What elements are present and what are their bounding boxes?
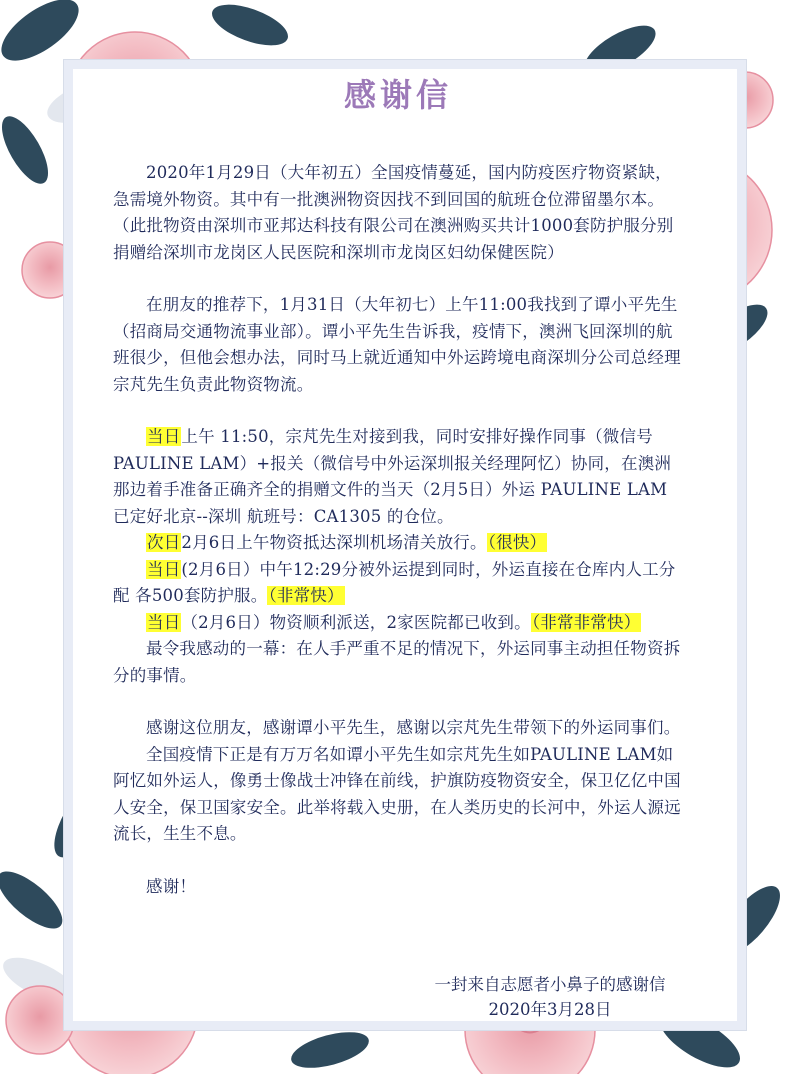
paragraph-3 (113, 424, 685, 530)
highlight-very-very-fast: （非常非常快） (531, 612, 641, 632)
highlight-very-fast: （非常快） (268, 586, 344, 605)
paragraph-10: 感谢！ (146, 876, 197, 896)
paragraph-1: 2020年1月29日（大年初五）全国疫情蔓延，国内防疫医疗物资紧缺，急需境外物资。其中有一批澳洲物资因找不到回国的航班仓位滞留墨尔本。（此批物资由深圳市亚邦达科技有限公司在澳洲购买共计1000套防护服分别捐赠给深圳市龙岗区人民医院和深圳市龙岗区妇幼保健医院） (113, 163, 674, 262)
signature-date: 2020年3月28日 (488, 1000, 612, 1019)
highlight-fast: （很快） (487, 533, 547, 552)
signature-line: 一封来自志愿者小鼻子的感谢信 (434, 975, 666, 994)
paragraph-4-text: 2月6日上午物资抵达深圳机场清关放行。 (181, 533, 487, 552)
paragraph-5 (113, 557, 685, 610)
highlight-next-day: 次日 (147, 533, 181, 552)
paragraph-4 (113, 530, 685, 557)
paragraph-9: 全国疫情下正是有万万名如谭小平先生如宗芃先生如PAULINE LAM如阿忆如外运人，像勇士像战士冲锋在前线，护旗防疫物资安全，保卫亿亿中国人安全，保卫国家安全。此举将载入史册，在人类历史的长河中，外运人源远流长，生生不息。 (113, 744, 681, 843)
paragraph-7: 最令我感动的一幕：在人手严重不足的情况下，外运同事主动担任物资拆分的事情。 (113, 639, 681, 685)
highlight-same-day: 当日 (147, 559, 181, 579)
highlight-same-day: 当日 (147, 612, 181, 632)
paragraph-2: 在朋友的推荐下，1月31日（大年初七）上午11:00我找到了谭小平先生（招商局交通物流事业部）。谭小平先生告诉我，疫情下，澳洲飞回深圳的航班很少，但他会想办法，同时马上就近通知中外运跨境电商深圳分公司总经理宗芃先生负责此物资物流。 (113, 295, 681, 394)
paragraph-6 (113, 610, 685, 637)
paragraph-3-text: 上午 11:50，宗芃先生对接到我，同时安排好操作同事（微信号 PAULINE LAM）+报关（微信号中外运深圳报关经理阿忆）协同，在澳洲那边着手准备正确齐全的捐赠文件的当天（2月5日）外运 PAULINE LAM 已定好北京--深圳 航班号：CA1305 的仓位。 (113, 427, 672, 526)
paragraph-6-text: （2月6日）物资顺利派送，2家医院都已收到。 (181, 612, 531, 632)
letter-body (113, 160, 685, 900)
page-title: 感谢信 (343, 76, 452, 114)
paragraph-5-text: (2月6日）中午12:29分被外运提到同时，外运直接在仓库内人工分配 各500套防护服。 (113, 559, 676, 605)
signature-block (400, 972, 700, 1022)
highlight-same-day: 当日 (147, 427, 181, 446)
paragraph-8: 感谢这位朋友，感谢谭小平先生，感谢以宗芃先生带领下的外运同事们。 (146, 718, 681, 737)
